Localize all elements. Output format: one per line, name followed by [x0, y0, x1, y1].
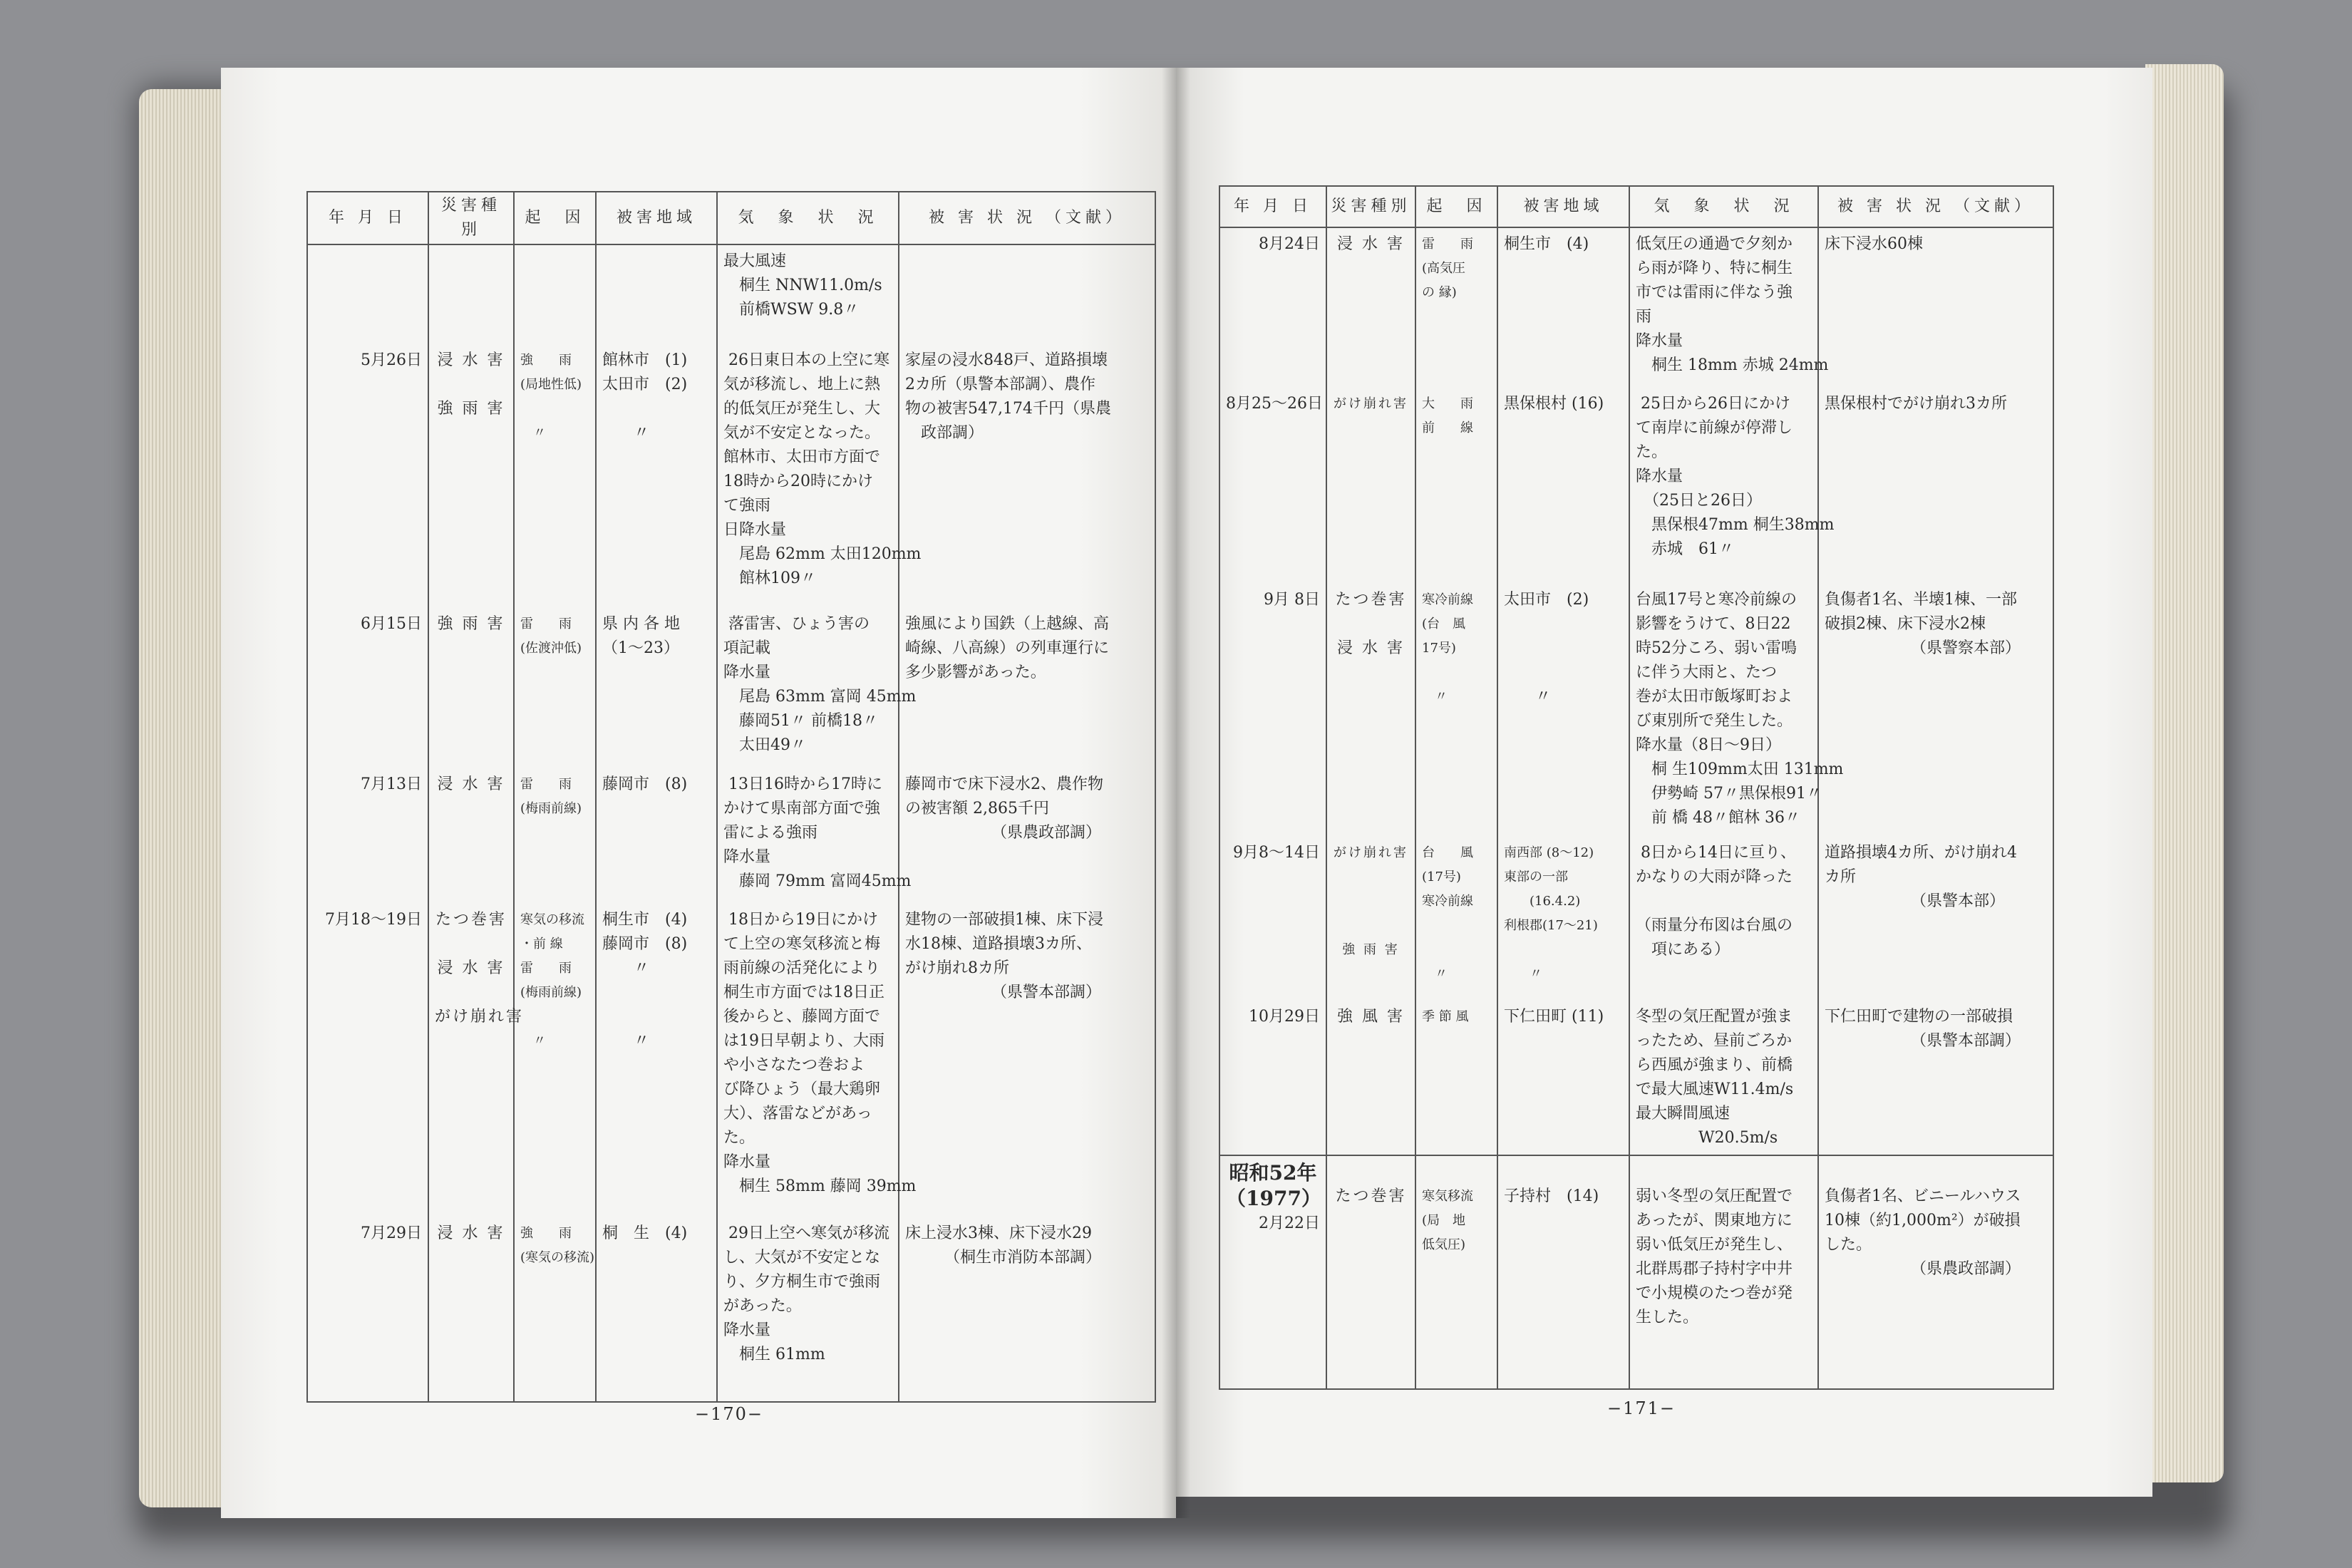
- row-cause: 雷 雨 (高気圧 の 縁): [1415, 227, 1497, 388]
- row-area: 子持村 (14): [1497, 1155, 1629, 1389]
- table-row: [1219, 584, 2053, 837]
- table-header-row: [307, 192, 1155, 244]
- row-type: たつ巻害 浸 水 害 がけ崩れ害: [428, 904, 514, 1217]
- row-cause: 強 雨 (局地性低) 〃: [514, 344, 596, 608]
- table-row: [1219, 837, 2053, 1001]
- row-cause: 寒気移流 (局 地 低気圧): [1415, 1155, 1497, 1389]
- row-damage: 強風により国鉄（上越線、高 崎線、八高線）の列車運行に 多少影響があった。: [899, 608, 1155, 768]
- row-area: 県 内 各 地 （1〜23）: [596, 608, 717, 768]
- table-row: [307, 344, 1155, 608]
- row-weather: 最大風速 桐生 NNW11.0m/s 前橋WSW 9.8〃: [717, 244, 899, 344]
- row-weather: 8日から14日に亘り、 かなりの大雨が降った （雨量分布図は台風の 項にある）: [1629, 837, 1818, 1001]
- row-cause: 強 雨 (寒気の移流): [514, 1217, 596, 1402]
- table-row: [1219, 388, 2053, 584]
- header-date: 年 月 日: [307, 192, 428, 244]
- row-damage: 床上浸水3棟、床下浸水29 （桐生市消防本部調）: [899, 1217, 1155, 1402]
- header-type: 災害種別: [1326, 186, 1415, 227]
- row-type: 浸 水 害: [428, 768, 514, 904]
- row-cause: 寒冷前線 (台 風 17号) 〃: [1415, 584, 1497, 837]
- row-weather: 26日東日本の上空に寒 気が移流し、地上に熱 的低気圧が発生し、大 気が不安定となった。 館林市、太田市方面で 18時から20時にかけ て強雨 日降水量 尾島 62mm 太田120mm 館林109〃: [717, 344, 899, 608]
- row-damage: 床下浸水60棟: [1818, 227, 2053, 388]
- row-type: 浸 水 害 強 雨 害: [428, 344, 514, 608]
- page-number-left: −170−: [695, 1404, 764, 1424]
- row-cause: [514, 244, 596, 344]
- row-cause: 季 節 風: [1415, 1001, 1497, 1155]
- row-damage: 道路損壊4カ所、がけ崩れ4 カ所 （県警本部）: [1818, 837, 2053, 1001]
- row-date: 5月26日: [307, 344, 428, 608]
- row-cause: 寒気の移流 ・前 線 雷 雨 (梅雨前線) 〃: [514, 904, 596, 1217]
- header-area: 被害地域: [596, 192, 717, 244]
- table-row: [307, 768, 1155, 904]
- row-date: 7月13日: [307, 768, 428, 904]
- table-row: [1219, 227, 2053, 388]
- table-row: [1219, 1155, 2053, 1389]
- header-damage: 被 害 状 況 （文献）: [899, 192, 1155, 244]
- table-row: [307, 244, 1155, 344]
- row-weather: 25日から26日にかけ て南岸に前線が停滞し た。 降水量 （25日と26日） 黒保根47mm 桐生38mm 赤城 61〃: [1629, 388, 1818, 584]
- row-area: 館林市 (1) 太田市 (2) 〃: [596, 344, 717, 608]
- row-damage: 負傷者1名、ビニールハウス 10棟（約1,000m²）が破損 した。 （県農政部調）: [1818, 1155, 2053, 1389]
- row-damage: 下仁田町で建物の一部破損 （県警本部調）: [1818, 1001, 2053, 1155]
- header-date: 年 月 日: [1219, 186, 1326, 227]
- disaster-table-right: [1219, 185, 2054, 1390]
- row-area: 黒保根村 (16): [1497, 388, 1629, 584]
- row-date: 10月29日: [1219, 1001, 1326, 1155]
- row-weather: 低気圧の通過で夕刻か ら雨が降り、特に桐生 市では雷雨に伴なう強 雨 降水量 桐生 18mm 赤城 24mm: [1629, 227, 1818, 388]
- row-date: 9月8〜14日: [1219, 837, 1326, 1001]
- header-area: 被害地域: [1497, 186, 1629, 227]
- row-damage: 建物の一部破損1棟、床下浸 水18棟、道路損壊3カ所、 がけ崩れ8カ所 （県警本部調）: [899, 904, 1155, 1217]
- table-header-row: [1219, 186, 2053, 227]
- row-cause: 雷 雨 (梅雨前線): [514, 768, 596, 904]
- row-damage: 負傷者1名、半壊1棟、一部 破損2棟、床下浸水2棟 （県警察本部）: [1818, 584, 2053, 837]
- row-type: がけ崩れ害: [1326, 388, 1415, 584]
- row-weather: 冬型の気圧配置が強ま ったため、昼前ごろか ら西風が強まり、前橋 で最大風速W11.4m/s 最大瞬間風速 W20.5m/s: [1629, 1001, 1818, 1155]
- header-damage: 被 害 状 況 （文献）: [1818, 186, 2053, 227]
- row-weather: 13日16時から17時に かけて県南部方面で強 雷による強雨 降水量 藤岡 79mm 富岡45mm: [717, 768, 899, 904]
- table-row: [307, 1217, 1155, 1402]
- table-row: [1219, 1001, 2053, 1155]
- row-date: 9月 8日: [1219, 584, 1326, 837]
- row-area: 藤岡市 (8): [596, 768, 717, 904]
- page-number-right: −171−: [1607, 1398, 1676, 1418]
- row-type: 強 雨 害: [428, 608, 514, 768]
- page-edges-right: [2145, 64, 2224, 1482]
- row-damage: 黒保根村でがけ崩れ3カ所: [1818, 388, 2053, 584]
- header-cause: 起 因: [514, 192, 596, 244]
- row-type: [428, 244, 514, 344]
- header-weather: 気 象 状 況: [1629, 186, 1818, 227]
- row-weather: 29日上空へ寒気が移流 し、大気が不安定とな り、夕方桐生市で強雨 があった。 降水量 桐生 61mm: [717, 1217, 899, 1402]
- row-damage: 家屋の浸水848戸、道路損壊 2カ所（県警本部調）、農作 物の被害547,174千円（県農 政部調）: [899, 344, 1155, 608]
- row-area: 桐生市 (4): [1497, 227, 1629, 388]
- row-cause: 台 風 (17号) 寒冷前線 〃: [1415, 837, 1497, 1001]
- page-edges-left: [139, 89, 232, 1507]
- header-weather: 気 象 状 況: [717, 192, 899, 244]
- row-date: 6月15日: [307, 608, 428, 768]
- row-type: たつ巻害 浸 水 害: [1326, 584, 1415, 837]
- table-row: [307, 608, 1155, 768]
- row-date-era: [1219, 1155, 1326, 1389]
- row-cause: 大 雨 前 線: [1415, 388, 1497, 584]
- row-weather: 落雷害、ひょう害の 項記載 降水量 尾島 63mm 富岡 45mm 藤岡51〃 前橋18〃 太田49〃: [717, 608, 899, 768]
- era-label: 昭和52年 （1977）: [1226, 1161, 1321, 1210]
- book-gutter: [1162, 68, 1190, 1518]
- row-date: [307, 244, 428, 344]
- row-area: [596, 244, 717, 344]
- row-area: 桐 生 (4): [596, 1217, 717, 1402]
- row-cause: 雷 雨 (佐渡沖低): [514, 608, 596, 768]
- row-date: 2月22日: [1259, 1214, 1320, 1232]
- row-date: 8月25〜26日: [1219, 388, 1326, 584]
- header-type: 災害種別: [428, 192, 514, 244]
- row-date: 7月18〜19日: [307, 904, 428, 1217]
- row-date: 8月24日: [1219, 227, 1326, 388]
- row-weather: 弱い冬型の気圧配置で あったが、関東地方に 弱い低気圧が発生し、 北群馬郡子持村字中井 で小規模のたつ巻が発 生した。: [1629, 1155, 1818, 1389]
- row-type: たつ巻害: [1326, 1155, 1415, 1389]
- row-date: 7月29日: [307, 1217, 428, 1402]
- row-weather: 台風17号と寒冷前線の 影響をうけて、8日22 時52分ころ、弱い雷鳴 に伴う大雨と、たつ 巻が太田市飯塚町およ び東別所で発生した。 降水量（8日〜9日） 桐 生109mm太田 131mm 伊勢崎 57〃黒保根91〃 前 橋 48〃館林 36〃: [1629, 584, 1818, 837]
- row-damage: 藤岡市で床下浸水2、農作物 の被害額 2,865千円 （県農政部調）: [899, 768, 1155, 904]
- row-damage: [899, 244, 1155, 344]
- row-area: 下仁田町 (11): [1497, 1001, 1629, 1155]
- row-type: がけ崩れ害 強 雨 害: [1326, 837, 1415, 1001]
- row-area: 桐生市 (4) 藤岡市 (8) 〃 〃: [596, 904, 717, 1217]
- header-cause: 起 因: [1415, 186, 1497, 227]
- row-area: 太田市 (2) 〃: [1497, 584, 1629, 837]
- row-type: 浸 水 害: [428, 1217, 514, 1402]
- disaster-table-left: [306, 191, 1156, 1403]
- row-type: 強 風 害: [1326, 1001, 1415, 1155]
- row-type: 浸 水 害: [1326, 227, 1415, 388]
- row-area: 南西部 (8〜12) 東部の一部 (16.4.2) 利根郡(17〜21) 〃: [1497, 837, 1629, 1001]
- row-weather: 18日から19日にかけ て上空の寒気移流と梅 雨前線の活発化により 桐生市方面では18日正 後からと、藤岡方面で は19日早朝より、大雨 や小さなたつ巻およ び降ひょう（最大鶏卵 大）、落雷などがあっ た。 降水量 桐生 58mm 藤岡 39mm: [717, 904, 899, 1217]
- table-row: [307, 904, 1155, 1217]
